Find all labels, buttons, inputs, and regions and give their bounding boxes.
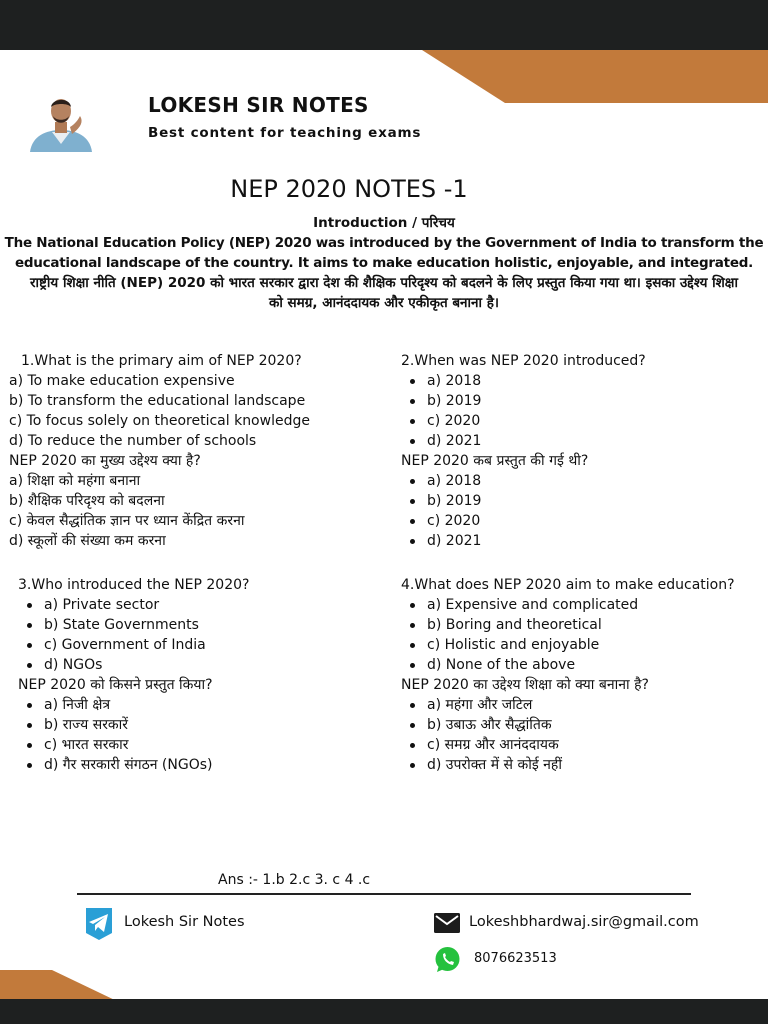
question-text-hi: NEP 2020 का मुख्य उद्देश्य क्या है?: [9, 453, 201, 469]
footer-divider: [77, 893, 691, 895]
option-en: b) 2019: [401, 391, 646, 411]
option-en: c) Holistic and enjoyable: [401, 635, 735, 655]
profile-photo: [28, 94, 94, 152]
option-hi: d) 2021: [401, 531, 646, 551]
option-hi: a) 2018: [401, 471, 646, 491]
intro-hindi-line: को समग्र, आनंददायक और एकीकृत बनाना है।: [268, 295, 500, 311]
question-4: [401, 575, 735, 775]
option-en: d) To reduce the number of schools: [9, 433, 257, 449]
option-hi: b) राज्य सरकारें: [18, 715, 249, 735]
telegram-channel-link[interactable]: Lokesh Sir Notes: [124, 914, 245, 930]
option-en: d) None of the above: [401, 655, 735, 675]
brand-subtitle: Best content for teaching exams: [148, 125, 422, 141]
option-hi: b) शैक्षिक परिदृश्य को बदलना: [9, 493, 165, 509]
option-hi: a) महंगा और जटिल: [401, 695, 735, 715]
phone-number[interactable]: 8076623513: [474, 951, 557, 966]
option-hi: a) शिक्षा को महंगा बनाना: [9, 473, 141, 489]
question-text-en: 2.When was NEP 2020 introduced?: [401, 353, 646, 369]
option-hi: d) उपरोक्त में से कोई नहीं: [401, 755, 735, 775]
options-list-en: [18, 595, 249, 675]
options-list-hi: [401, 695, 735, 775]
email-link[interactable]: Lokeshbhardwaj.sir@gmail.com: [469, 914, 699, 930]
option-en: b) State Governments: [18, 615, 249, 635]
whatsapp-icon: [433, 945, 462, 974]
question-2: [401, 351, 646, 551]
option-en: d) NGOs: [18, 655, 249, 675]
telegram-icon[interactable]: [83, 906, 115, 942]
option-en: c) To focus solely on theoretical knowledge: [9, 413, 310, 429]
options-list-hi: [18, 695, 249, 775]
options-list-en: [401, 595, 735, 675]
intro-english-line: The National Education Policy (NEP) 2020 was introduced by the Government of India to transform the: [4, 235, 764, 251]
bottom-dark-band: [0, 999, 768, 1024]
question-text-en: 4.What does NEP 2020 aim to make education?: [401, 577, 735, 593]
option-en: b) Boring and theoretical: [401, 615, 735, 635]
option-hi: d) स्कूलों की संख्या कम करना: [9, 533, 166, 549]
options-list-en: [401, 371, 646, 451]
option-hi: b) उबाऊ और सैद्धांतिक: [401, 715, 735, 735]
option-en: a) To make education expensive: [9, 373, 235, 389]
top-orange-stripe: [0, 50, 768, 105]
question-text-en: 1.What is the primary aim of NEP 2020?: [21, 353, 302, 369]
question-3: [18, 575, 249, 775]
top-dark-band: [0, 0, 768, 50]
intro-hindi-line: राष्ट्रीय शिक्षा नीति (NEP) 2020 को भारत सरकार द्वारा देश की शैक्षिक परिदृश्य को बदलने के लिए प्रस्तुत किया गया था। इसका उद्देश्य शिक्षा: [30, 275, 738, 291]
intro-english: [0, 233, 768, 273]
option-en: c) 2020: [401, 411, 646, 431]
question-text-en: 3.Who introduced the NEP 2020?: [18, 577, 250, 593]
option-hi: c) 2020: [401, 511, 646, 531]
question-text-hi: NEP 2020 का उद्देश्य शिक्षा को क्या बनाना है?: [401, 677, 649, 693]
answer-key: Ans :- 1.b 2.c 3. c 4 .c: [218, 872, 371, 888]
option-en: c) Government of India: [18, 635, 249, 655]
option-hi: d) गैर सरकारी संगठन (NGOs): [18, 755, 249, 775]
intro-heading: Introduction / परिचय: [313, 215, 455, 231]
option-hi: c) समग्र और आनंददायक: [401, 735, 735, 755]
question-1: [9, 351, 310, 551]
intro-english-line: educational landscape of the country. It aims to make education holistic, enjoyable, and integrated.: [14, 255, 754, 271]
option-hi: b) 2019: [401, 491, 646, 511]
option-en: d) 2021: [401, 431, 646, 451]
option-en: b) To transform the educational landscape: [9, 393, 306, 409]
option-hi: a) निजी क्षेत्र: [18, 695, 249, 715]
brand-title: LOKESH SIR NOTES: [148, 93, 369, 117]
option-hi: c) केवल सैद्धांतिक ज्ञान पर ध्यान केंद्रित करना: [9, 513, 245, 529]
options-list-hi: [401, 471, 646, 551]
intro-hindi: [0, 273, 768, 313]
document-title: NEP 2020 NOTES -1: [230, 175, 468, 203]
question-text-hi: NEP 2020 को किसने प्रस्तुत किया?: [18, 677, 213, 693]
option-en: a) 2018: [401, 371, 646, 391]
option-en: a) Private sector: [18, 595, 249, 615]
email-icon: [434, 913, 460, 933]
question-text-hi: NEP 2020 कब प्रस्तुत की गई थी?: [401, 453, 589, 469]
option-hi: c) भारत सरकार: [18, 735, 249, 755]
option-en: a) Expensive and complicated: [401, 595, 735, 615]
